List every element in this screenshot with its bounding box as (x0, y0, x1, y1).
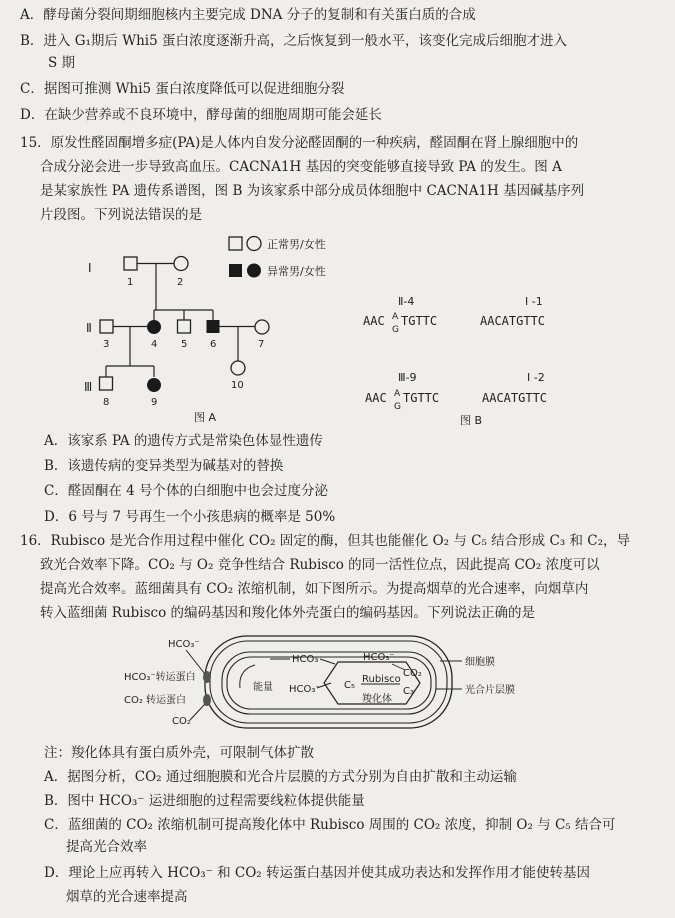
label-rubisco: Rubisco (362, 674, 401, 685)
individual-10-normal-female (231, 361, 245, 375)
label-cell-membrane: 细胞膜 (465, 657, 495, 668)
individual-id-10: 10 (231, 380, 244, 391)
seq-ii4-prefix: AAC (363, 314, 385, 328)
seq-i2: AACATGTTC (482, 391, 548, 405)
q15-option-d: D．6 号与 7 号再生一个小孩患病的概率是 50% (44, 509, 336, 525)
label-c5: C₅ (344, 680, 355, 691)
q15-figure (0, 228, 675, 434)
q14-option-b-line2: S 期 (48, 55, 76, 71)
q15-option-c: C．醛固酮在 4 号个体的白细胞中也会过度分泌 (44, 483, 329, 499)
q15-option-b: B．该遗传病的变异类型为碱基对的替换 (44, 458, 284, 474)
q15-stem-line3: 是某家族性 PA 遗传系谱图，图 B 为该家系中部分成员体细胞中 CACNA1H 基因碱基序列 (40, 183, 585, 199)
individual-4-affected-female (147, 320, 161, 334)
individual-3-normal-male (100, 320, 113, 333)
individual-2-normal-female (174, 257, 188, 271)
individual-id-9: 9 (151, 397, 158, 408)
individual-id-1: 1 (127, 277, 134, 288)
q16-diagram (0, 630, 675, 740)
q16-stem-line4: 转入蓝细菌 Rubisco 的编码基因和羧化体外壳蛋白的编码基因。下列说法正确的是 (40, 605, 536, 621)
q15-stem-line1: 15．原发性醛固酮增多症(PA)是人体内自发分泌醛固酮的一种疾病，醛固酮在肾上腺细胞中的 (20, 135, 579, 151)
seq-ii4-allele-a: A (392, 312, 399, 322)
q15-stem-line4: 片段图。下列说法错误的是 (40, 207, 202, 223)
q14-option-b-line1: B．进入 G₁期后 Whi5 蛋白浓度逐渐升高，之后恢复到一般水平，该变化完成后细胞才进入 (20, 33, 567, 49)
seq-label-iii9: Ⅲ-9 (398, 371, 417, 384)
q16-note: 注：羧化体具有蛋白质外壳，可限制气体扩散 (44, 745, 314, 761)
individual-id-2: 2 (177, 277, 184, 288)
individual-1-normal-male (124, 257, 137, 270)
q15-option-a: A．该家系 PA 的遗传方式是常染色体显性遗传 (44, 433, 323, 449)
label-hco3-cytoplasm-2: HCO₃⁻ (289, 684, 321, 695)
label-hco3-transporter: HCO₃⁻转运蛋白 (124, 672, 196, 683)
individual-id-5: 5 (181, 339, 188, 350)
label-co2-carboxysome: CO₂ (403, 668, 422, 679)
label-hco3-carboxysome: HCO₃⁻ (363, 652, 395, 663)
label-co2-outside: CO₂ (172, 716, 191, 727)
seq-iii9-allele-a: A (394, 389, 401, 399)
label-carboxysome: 羧化体 (362, 694, 392, 705)
individual-id-6: 6 (210, 339, 217, 350)
seq-i1: AACATGTTC (480, 314, 546, 328)
individual-id-3: 3 (103, 339, 110, 350)
individual-9-affected-female (147, 378, 161, 392)
legend-normal-label: 正常男/女性 (267, 238, 326, 251)
seq-label-i2: I -2 (527, 371, 545, 384)
q15-stem-line2: 合成分泌会进一步导致高血压。CACNA1H 基因的突变能够直接导致 PA 的发生。图 A (40, 159, 562, 175)
generation-label-2: Ⅱ (86, 321, 92, 335)
seq-label-ii4: Ⅱ-4 (398, 295, 415, 308)
label-hco3-cytoplasm: HCO₃⁻ (292, 654, 324, 665)
label-c3: C₃ (403, 686, 414, 697)
individual-id-8: 8 (103, 397, 110, 408)
q16-option-a: A．据图分析，CO₂ 通过细胞膜和光合片层膜的方式分别为自由扩散和主动运输 (44, 769, 517, 785)
label-thylakoid-membrane: 光合片层膜 (465, 685, 515, 696)
seq-ii4-suffix: TGTTC (401, 314, 438, 328)
legend-normal-male-icon (229, 237, 242, 250)
individual-id-7: 7 (258, 339, 265, 350)
label-co2-transporter: CO₂ 转运蛋白 (124, 695, 187, 706)
q16-option-d-line2: 烟草的光合速率提高 (66, 889, 188, 905)
q16-stem-line3: 提高光合效率。蓝细菌具有 CO₂ 浓缩机制，如下图所示。为提高烟草的光合速率，向烟草内 (40, 581, 589, 597)
q16-option-c-line1: C．蓝细菌的 CO₂ 浓缩机制可提高羧化体中 Rubisco 周围的 CO₂ 浓度，抑制 O₂ 与 C₅ 结合可 (44, 817, 616, 833)
q16-option-d-line1: D．理论上应再转入 HCO₃⁻ 和 CO₂ 转运蛋白基因并使其成功表达和发挥作用才能使转基因 (44, 865, 591, 881)
legend-affected-label: 异常男/女性 (267, 265, 326, 278)
generation-label-3: Ⅲ (84, 380, 93, 394)
seq-iii9-allele-g: G (394, 402, 401, 412)
legend-affected-male-icon (229, 264, 242, 277)
q14-option-c: C．据图可推测 Whi5 蛋白浓度降低可以促进细胞分裂 (20, 81, 345, 97)
individual-id-4: 4 (151, 339, 158, 350)
individual-6-affected-male (207, 320, 220, 333)
label-energy: 能量 (253, 682, 273, 693)
q16-option-c-line2: 提高光合效率 (66, 839, 147, 855)
q14-option-d: D．在缺少营养或不良环境中，酵母菌的细胞周期可能会延长 (20, 107, 382, 123)
seq-iii9-prefix: AAC (365, 391, 387, 405)
q16-stem-line2: 致光合效率下降。CO₂ 与 O₂ 竞争性结合 Rubisco 的同一活性位点，因此提高 CO₂ 浓度可以 (40, 557, 600, 573)
seq-iii9-suffix: TGTTC (403, 391, 440, 405)
generation-label-1: I (88, 261, 92, 275)
legend-normal-female-icon (247, 237, 261, 251)
individual-5-normal-male (178, 320, 191, 333)
q16-stem-line1: 16．Rubisco 是光合作用过程中催化 CO₂ 固定的酶，但其也能催化 O₂ 与 C₅ 结合形成 C₃ 和 C₂，导 (20, 533, 631, 549)
label-hco3-outside: HCO₃⁻ (168, 639, 200, 650)
seq-ii4-allele-g: G (392, 325, 399, 335)
individual-7-normal-female (255, 320, 269, 334)
legend-affected-female-icon (247, 264, 261, 278)
seq-label-i1: I -1 (525, 295, 543, 308)
figure-a-caption: 图 A (194, 411, 217, 424)
q14-option-a: A．酵母菌分裂间期细胞核内主要完成 DNA 分子的复制和有关蛋白质的合成 (20, 7, 476, 23)
q16-option-b: B．图中 HCO₃⁻ 运进细胞的过程需要线粒体提供能量 (44, 793, 365, 809)
individual-8-normal-male (100, 377, 113, 390)
figure-b-caption: 图 B (460, 414, 483, 427)
